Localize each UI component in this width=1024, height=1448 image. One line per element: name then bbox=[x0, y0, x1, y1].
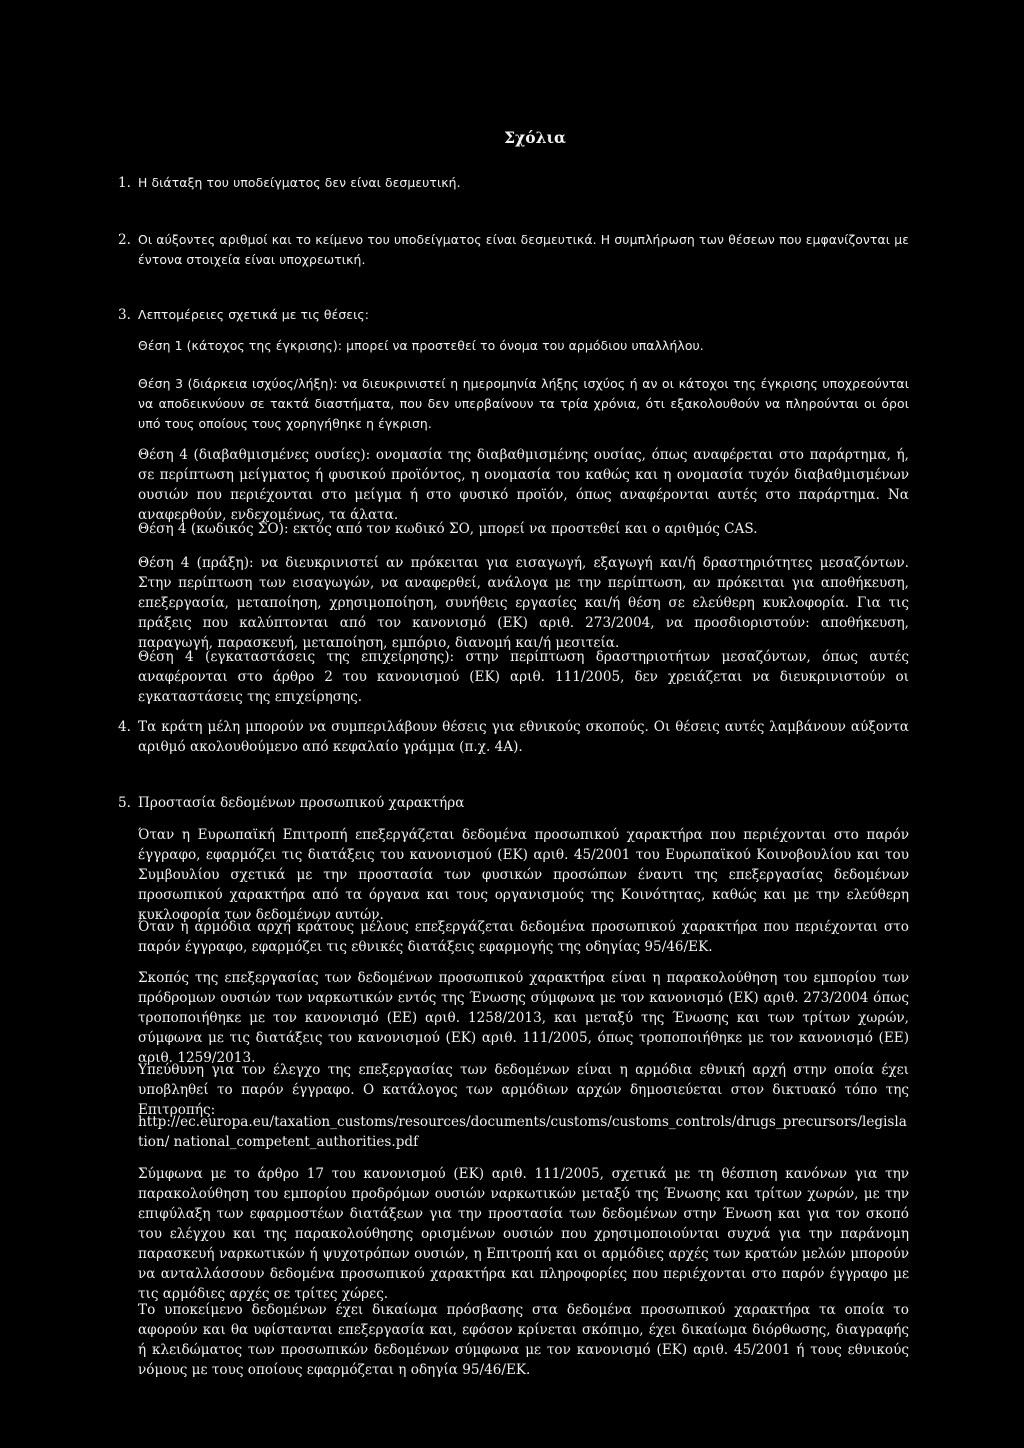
item5-paragraph: Το υποκείμενο δεδομένων έχει δικαίωμα πρόσβασης στα δεδομένα προσωπικού χαρακτήρα τα οποία το αφορούν και θα υφίστανται επεξεργασία και, εφόσον κρίνεται σκόπιμο, έχει δικαίωμα διόρθωσης, διαγραφής ή κλειδώματος των προσωπικών δεδομένων σύμφωνα με τον κανονισμό (ΕΚ) αριθ. 45/2001 ή τους εθνικούς νόμους με τους οποίους εφαρμόζεται η οδηγία 95/46/ΕΚ. bbox=[138, 1302, 909, 1378]
item3-paragraph: Θέση 4 (πράξη): να διευκρινιστεί αν πρόκειται για εισαγωγή, εξαγωγή και/ή δραστηριότητες μεσαζόντων. Στην περίπτωση των εισαγωγών, να αναφερθεί, ανάλογα με την περίπτωση, αν πρόκειται για αποθήκευση, επεξεργασία, μεταποίηση, χρησιμοποίηση, συνήθεις εργασίες και/ή θέση σε ελεύθερη κυκλοφορία. Για τις πράξεις που καλύπτονται από τον κανονισμό (ΕΚ) αριθ. 273/2004, να προσδιοριστούν: αποθήκευση, παραγωγή, παρασκευή, μεταποίηση, εμπόριο, διανομή και/ή μεσιτεία. bbox=[138, 555, 909, 651]
item-text-5: Προστασία δεδομένων προσωπικού χαρακτήρα bbox=[138, 795, 465, 811]
item-number-3: 3. bbox=[118, 307, 131, 323]
item3-paragraph: Θέση 4 (κωδικός ΣΟ): εκτός από τον κωδικό ΣΟ, μπορεί να προστεθεί και ο αριθμός CAS. bbox=[138, 521, 758, 537]
item5-paragraph: Υπεύθυνη για τον έλεγχο της επεξεργασίας των δεδομένων είναι η αρμόδια εθνική αρχή στην οποία έχει υποβληθεί το παρόν έγγραφο. Ο κατάλογος των αρμόδιων αρχών δημοσιεύεται στον δικτυακό τόπο της Επιτροπής: bbox=[138, 1062, 909, 1118]
item-number-4: 4. bbox=[118, 719, 131, 735]
page-title: Σχόλια bbox=[504, 128, 566, 147]
item3-paragraph: Θέση 1 (κάτοχος της έγκρισης): μπορεί να προστεθεί το όνομα του αρμόδιου υπαλλήλου. bbox=[138, 338, 704, 353]
item5-paragraph: Σκοπός της επεξεργασίας των δεδομένων προσωπικού χαρακτήρα είναι η παρακολούθηση του εμπορίου των πρόδρομων ουσιών των ναρκωτικών εντός της Ένωσης σύμφωνα με τον κανονισμό (ΕΚ) αριθ. 273/2004 όπως τροποποιήθηκε με τον κανονισμό (ΕΕ) αριθ. 1258/2013, και μεταξύ της Ένωσης και των τρίτων χωρών, σύμφωνα με τις διατάξεις του κανονισμού (ΕΚ) αριθ. 111/2005, όπως τροποποιήθηκε με τον κανονισμό (ΕΕ) αριθ. 1259/2013. bbox=[138, 970, 909, 1066]
item5-paragraph: Όταν η αρμόδια αρχή κράτους μέλους επεξεργάζεται δεδομένα προσωπικού χαρακτήρα που περιέχονται στο παρόν έγγραφο, εφαρμόζει τις εθνικές διατάξεις εφαρμογής της οδηγίας 95/46/ΕΚ. bbox=[138, 919, 909, 955]
item-text-2: Οι αύξοντες αριθμοί και το κείμενο του υποδείγματος είναι δεσμευτικά. Η συμπλήρωση των θέσεων που εμφανίζονται με έντονα στοιχεία είναι υποχρεωτική. bbox=[138, 232, 909, 267]
item3-paragraph: Θέση 3 (διάρκεια ισχύος/λήξη): να διευκρινιστεί η ημερομηνία λήξης ισχύος ή αν οι κάτοχοι της έγκρισης υποχρεούνται να αποδεικνύουν σε τακτά διαστήματα, που δεν υπερβαίνουν τα τρία χρόνια, ότι εξακολουθούν να πληρούνται οι όροι υπό τους οποίους τους χορηγήθηκε η έγκριση. bbox=[138, 376, 909, 431]
item3-paragraph: Θέση 4 (διαβαθμισμένες ουσίες): ονομασία της διαβαθμισμένης ουσίας, όπως αναφέρεται στο παράρτημα, ή, σε περίπτωση μείγματος ή φυσικού προϊόντος, η ονομασία του καθώς και η ονομασία τυχόν διαβαθμισμένων ουσιών που περιέχονται στο μείγμα ή στο φυσικό προϊόν, όπως αναφέρονται αυτές στο παράρτημα. Να αναφερθούν, ενδεχομένως, τα άλατα. bbox=[138, 447, 909, 523]
authorities-link[interactable]: http://ec.europa.eu/taxation_customs/resources/documents/customs/customs_controls/drugs_precursors/legislation/ national_competent_authorities.pdf bbox=[138, 1114, 907, 1150]
item-text-4: Τα κράτη μέλη μπορούν να συμπεριλάβουν θέσεις για εθνικούς σκοπούς. Οι θέσεις αυτές λαμβάνουν αύξοντα αριθμό ακολουθούμενο από κεφαλαίο γράμμα (π.χ. 4Α). bbox=[138, 719, 909, 755]
item-number-1: 1. bbox=[118, 175, 131, 191]
item5-paragraph: Σύμφωνα με το άρθρο 17 του κανονισμού (ΕΚ) αριθ. 111/2005, σχετικά με τη θέσπιση κανόνων για την παρακολούθηση του εμπορίου προδρόμων ουσιών ναρκωτικών μεταξύ της Ένωσης και τρίτων χωρών, με την επιφύλαξη των εφαρμοστέων διατάξεων για την προστασία των δεδομένων στην Ένωση και για τον σκοπό του ελέγχου και της παρακολούθησης ορισμένων ουσιών που χρησιμοποιούνται συχνά για την παράνομη παρασκευή ναρκωτικών ή ψυχοτρόπων ουσιών, η Επιτροπή και οι αρμόδιες αρχές των κρατών μελών μπορούν να ανταλλάσσουν δεδομένα προσωπικού χαρακτήρα και πληροφορίες που περιέχονται στο παρόν έγγραφο με τις αρμόδιες αρχές σε τρίτες χώρες. bbox=[138, 1166, 909, 1302]
item-number-2: 2. bbox=[118, 232, 131, 248]
item-text-3: Λεπτομέρειες σχετικά με τις θέσεις: bbox=[138, 307, 370, 322]
item3-paragraph: Θέση 4 (εγκαταστάσεις της επιχείρησης): στην περίπτωση δραστηριοτήτων μεσαζόντων, όπως αυτές αναφέρονται στο άρθρο 2 του κανονισμού (ΕΚ) αριθ. 111/2005, δεν χρειάζεται να διευκρινιστούν οι εγκαταστάσεις της επιχείρησης. bbox=[138, 649, 909, 705]
item-text-1: Η διάταξη του υποδείγματος δεν είναι δεσμευτική. bbox=[138, 175, 461, 190]
item-number-5: 5. bbox=[118, 795, 131, 811]
item5-paragraph: Όταν η Ευρωπαϊκή Επιτροπή επεξεργάζεται δεδομένα προσωπικού χαρακτήρα που περιέχονται στο παρόν έγγραφο, εφαρμόζει τις διατάξεις του κανονισμού (ΕΚ) αριθ. 45/2001 του Ευρωπαϊκού Κοινοβουλίου και του Συμβουλίου σχετικά με την προστασία των φυσικών προσώπων έναντι της επεξεργασίας δεδομένων προσωπικού χαρακτήρα από τα όργανα και τους οργανισμούς της Κοινότητας, καθώς και με την ελεύθερη κυκλοφορία των δεδομένων αυτών. bbox=[138, 827, 909, 923]
